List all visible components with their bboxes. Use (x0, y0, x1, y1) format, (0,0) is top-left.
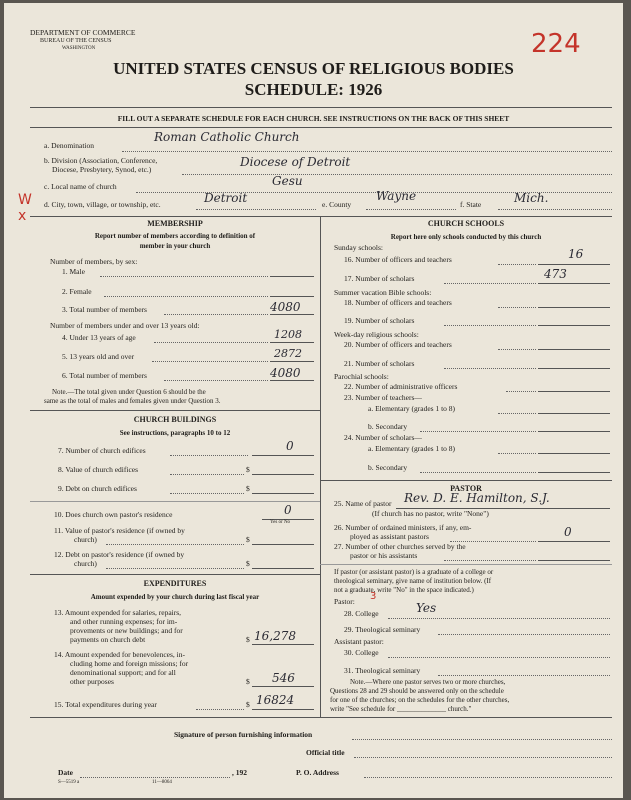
vacation-label: Summer vacation Bible schools: (334, 288, 432, 297)
department: DEPARTMENT OF COMMERCE (30, 28, 136, 37)
q15-label: 15. Total expenditures during year (54, 700, 157, 709)
q31-label: 31. Theological seminary (344, 666, 421, 675)
city-label: d. City, town, village, or township, etc. (44, 200, 161, 209)
q13-label-2: and other running expenses; for im- (70, 617, 178, 626)
q26-label-2: ployed as assistant pastors (350, 532, 429, 541)
year-label: , 192 (232, 768, 247, 777)
q4-value: 1208 (274, 328, 302, 341)
q14-dollar: $ (246, 677, 250, 686)
pastor-heading: PASTOR (450, 484, 482, 493)
q25-value: Rev. D. E. Hamilton, S.J. (404, 491, 550, 505)
q14-label-4: other purposes (70, 677, 114, 686)
q25-hint: (If church has no pastor, write "None") (372, 509, 489, 518)
local-name-value: Gesu (272, 174, 303, 188)
age-label: Number of members under and over 13 years old: (50, 321, 200, 330)
city-value: Detroit (204, 191, 248, 205)
bureau: BUREAU OF THE CENSUS (40, 38, 112, 44)
q7-value: 0 (286, 439, 294, 453)
q14-label-3: denominational support; and for all (70, 668, 176, 677)
q6-value: 4080 (270, 366, 301, 380)
state-value: Mich. (514, 191, 549, 205)
q12-dollar: $ (246, 559, 250, 568)
instructions: FILL OUT A SEPARATE SCHEDULE FOR EACH CHURCH. SEE INSTRUCTIONS ON THE BACK OF THIS SHEET (117, 114, 510, 123)
q13-label: 13. Amount expended for salaries, repairs, (54, 608, 182, 617)
city: WASHINGTON (62, 46, 96, 51)
q12-label: 12. Debt on pastor's residence (if owned by (54, 550, 185, 559)
membership-note: Note.—The total given under Question 6 should be the (52, 388, 206, 396)
q24b-label: b. Secondary (368, 463, 408, 472)
denomination-value: Roman Catholic Church (154, 130, 300, 144)
q29-label: 29. Theological seminary (344, 625, 421, 634)
q26-value: 0 (564, 525, 572, 539)
q23-label: 23. Number of teachers— (344, 393, 422, 402)
q23b-label: b. Secondary (368, 422, 408, 431)
membership-heading: MEMBERSHIP (147, 219, 203, 228)
q8-label: 8. Value of church edifices (58, 465, 139, 474)
division-value: Diocese of Detroit (240, 155, 351, 169)
q15-dollar: $ (246, 700, 250, 709)
q17-label: 17. Number of scholars (344, 274, 415, 283)
membership-note-2: same as the total of males and females given under Question 3. (44, 397, 221, 405)
q10-value: 0 (284, 503, 292, 517)
po-address-label: P. O. Address (296, 768, 339, 777)
q13-dollar: $ (246, 635, 250, 644)
q1-label: 1. Male (62, 267, 85, 276)
form-title: UNITED STATES CENSUS OF RELIGIOUS BODIES (113, 59, 514, 78)
q20-label: 20. Number of officers and teachers (344, 340, 452, 349)
q3-label: 3. Total number of members (62, 305, 147, 314)
county-label: e. County (322, 200, 352, 209)
q30-label: 30. College (344, 648, 379, 657)
local-name-label: c. Local name of church (44, 182, 117, 191)
q11-label: 11. Value of pastor's residence (if owned by (54, 526, 185, 535)
q22-label: 22. Number of administrative officers (344, 382, 458, 391)
membership-intro-2: member in your church (139, 242, 211, 250)
q25-label: 25. Name of pastor (334, 499, 392, 508)
pastor-mark: 3 (370, 591, 377, 602)
pastor-note-3: for one of the churches; on the schedules for the other churches, (330, 696, 510, 704)
q11-label-2: church) (74, 535, 97, 544)
q10-label: 10. Does church own pastor's residence (54, 510, 173, 519)
q14-label: 14. Amount expended for benevolences, in- (54, 650, 186, 659)
pastor-note: Note.—Where one pastor serves two or more churches, (350, 678, 506, 686)
expenditures-intro: Amount expended by your church during last fiscal year (90, 593, 260, 601)
q9-dollar: $ (246, 484, 250, 493)
pastor-sub-label: Pastor: (334, 597, 355, 606)
stamp-number: 224 (531, 29, 581, 59)
q6-label: 6. Total number of members (62, 371, 147, 380)
q24a-label: a. Elementary (grades 1 to 8) (368, 444, 456, 453)
graduate-note-2: theological seminary, give name of institution below. (If (334, 577, 492, 585)
q3-value: 4080 (270, 300, 301, 314)
signature-label: Signature of person furnishing information (174, 730, 313, 739)
state-label: f. State (460, 200, 482, 209)
division-label-2: Diocese, Presbytery, Synod, etc.) (52, 165, 152, 174)
membership-intro: Report number of members according to definition of (94, 232, 256, 240)
q5-value: 2872 (274, 347, 302, 360)
pastor-note-4: write "See schedule for ______________ church." (330, 705, 472, 713)
parochial-label: Parochial schools: (334, 372, 389, 381)
margin-marks: W x (18, 192, 32, 224)
q23a-label: a. Elementary (grades 1 to 8) (368, 404, 456, 413)
denomination-label: a. Denomination (44, 141, 94, 150)
county-value: Wayne (376, 189, 417, 203)
q13-label-4: payments on church debt (70, 635, 146, 644)
q8-dollar: $ (246, 465, 250, 474)
by-sex-label: Number of members, by sex: (50, 257, 138, 266)
q24-label: 24. Number of scholars— (344, 433, 422, 442)
form-number: S—5519 a (58, 780, 80, 785)
buildings-intro: See instructions, paragraphs 10 to 12 (119, 429, 231, 437)
q14-label-2: cluding home and foreign missions; for (70, 659, 189, 668)
sunday-label: Sunday schools: (334, 243, 383, 252)
q21-label: 21. Number of scholars (344, 359, 415, 368)
form-subtitle: SCHEDULE: 1926 (244, 80, 383, 99)
graduate-note-3: not a graduate, write "No" in the space indicated.) (334, 586, 474, 594)
q14-value: 546 (272, 671, 295, 685)
assistant-label: Assistant pastor: (334, 637, 384, 646)
schools-intro: Report here only schools conducted by this church (390, 233, 542, 241)
graduate-note: If pastor (or assistant pastor) is a graduate of a college or (334, 568, 494, 576)
q10-hint: Yes or No (270, 520, 291, 525)
q15-value: 16824 (256, 693, 295, 707)
q11-dollar: $ (246, 535, 250, 544)
official-title-label: Official title (306, 748, 345, 757)
q28-label: 28. College (344, 609, 379, 618)
q16-value: 16 (568, 247, 584, 261)
weekday-label: Week-day religious schools: (334, 330, 419, 339)
q13-label-3: provements or new buildings; and for (70, 626, 183, 635)
q4-label: 4. Under 13 years of age (62, 333, 136, 342)
q5-label: 5. 13 years old and over (62, 352, 135, 361)
division-label: b. Division (Association, Conference, (44, 156, 158, 165)
q9-label: 9. Debt on church edifices (58, 484, 137, 493)
q18-label: 18. Number of officers and teachers (344, 298, 452, 307)
pastor-note-2: Questions 28 and 29 should be answered only on the schedule (330, 687, 504, 695)
expenditures-heading: EXPENDITURES (143, 579, 207, 588)
q17-value: 473 (544, 267, 567, 281)
census-form (4, 3, 623, 798)
q16-label: 16. Number of officers and teachers (344, 255, 452, 264)
q26-label: 26. Number of ordained ministers, if any, em- (334, 523, 472, 532)
q7-label: 7. Number of church edifices (58, 446, 146, 455)
schools-heading: CHURCH SCHOOLS (427, 219, 505, 228)
q27-label-2: pastor or his assistants (350, 551, 418, 560)
q28-value: Yes (416, 601, 437, 615)
q13-value: 16,278 (254, 629, 296, 643)
print-number: 11—8064 (152, 780, 172, 785)
q19-label: 19. Number of scholars (344, 316, 415, 325)
buildings-heading: CHURCH BUILDINGS (133, 415, 217, 424)
q2-label: 2. Female (62, 287, 92, 296)
q27-label: 27. Number of other churches served by the (334, 542, 466, 551)
date-label: Date (58, 768, 73, 777)
q12-label-2: church) (74, 559, 97, 568)
